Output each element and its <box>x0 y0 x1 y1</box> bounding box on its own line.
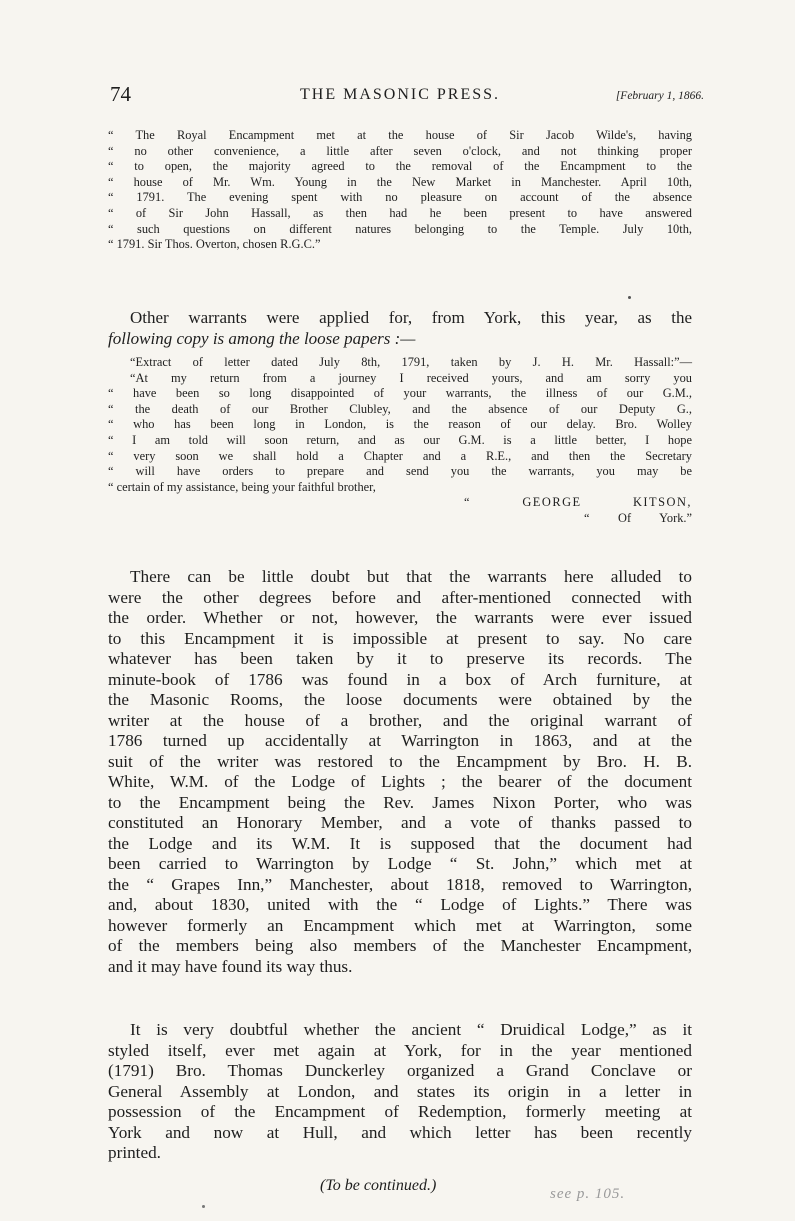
stray-mark <box>628 296 631 299</box>
quote-line: “ no other convenience, a little after seven o'clock, and not thinking proper <box>108 143 692 158</box>
signature-place: “ Of York.” <box>584 510 692 525</box>
text-line: to the Encampment being the Rev. James Nixon Porter, who was <box>108 792 692 812</box>
text-line: of the members being also members of the Manchester Encampment, <box>108 936 692 955</box>
letter-line: “ who has been long in London, is the reason of our delay. Bro. Wolley <box>108 417 692 432</box>
text-line: the Masonic Rooms, the loose documents were obtained by the <box>108 690 692 709</box>
quote-line: “ 1791. The evening spent with no pleasure on account of the absence <box>108 190 692 205</box>
text-line: constituted an Honorary Member, and a vote of thanks passed to <box>108 813 692 832</box>
text-line: minute-book of 1786 was found in a box of Arch furniture, at <box>108 669 692 689</box>
letter-line: “ I am told will soon return, and as our G.M. is a little better, I hope <box>108 432 692 447</box>
letter-line: “At my return from a journey I received yours, and am sorry you <box>130 370 692 385</box>
paragraph-doubt <box>108 567 692 977</box>
text-line: York and now at Hull, and which letter has been recently <box>108 1122 692 1142</box>
text-line: It is very doubtful whether the ancient “ Druidical Lodge,” as it <box>130 1020 692 1039</box>
text-line: following copy is among the loose papers :— <box>108 329 416 349</box>
text-line: There can be little doubt but that the warrants here alluded to <box>130 567 692 586</box>
to-be-continued: (To be continued.) <box>320 1177 437 1194</box>
text-line: possession of the Encampment of Redemption, formerly meeting at <box>108 1102 692 1121</box>
text-line: the “ Grapes Inn,” Manchester, about 1818, removed to Warrington, <box>108 874 692 894</box>
text-line: however formerly an Encampment which met at Warrington, some <box>108 915 692 935</box>
text-line: and it may have found its way thus. <box>108 956 353 976</box>
quote-line: “ of Sir John Hassall, as then had he been present to have answered <box>108 205 692 220</box>
page-number: 74 <box>110 82 131 106</box>
quote-line: “ 1791. Sir Thos. Overton, chosen R.G.C.” <box>108 237 321 252</box>
text-line: writer at the house of a brother, and the original warrant of <box>108 710 692 730</box>
letter-extract <box>108 355 692 527</box>
page-header <box>110 82 704 112</box>
pencil-annotation: see p. 105. <box>550 1186 626 1202</box>
text-line: General Assembly at London, and states its origin in a letter in <box>108 1081 692 1101</box>
text-line: whatever has been taken by it to preserve its records. The <box>108 649 692 668</box>
letter-line: “ have been so long disappointed of your warrants, the illness of our G.M., <box>108 386 692 401</box>
text-line: suit of the writer was restored to the Encampment by Bro. H. B. <box>108 751 692 771</box>
text-line: were the other degrees before and after-mentioned connected with <box>108 587 692 607</box>
text-line: 1786 turned up accidentally at Warrington in 1863, and at the <box>108 731 692 750</box>
quote-line: “ The Royal Encampment met at the house of Sir Jacob Wilde's, having <box>108 128 692 142</box>
text-line: the order. Whether or not, however, the warrants were ever issued <box>108 608 692 627</box>
paragraph-druidical <box>108 1020 692 1164</box>
text-line: and, about 1830, united with the “ Lodge of Lights.” There was <box>108 895 692 914</box>
text-line: (1791) Bro. Thomas Dunckerley organized a Grand Conclave or <box>108 1061 692 1080</box>
running-title: THE MASONIC PRESS. <box>299 86 501 103</box>
quote-minutes <box>108 128 692 253</box>
text-line: printed. <box>108 1143 161 1162</box>
letter-line: “ very soon we shall hold a Chapter and a R.E., and then the Secretary <box>108 448 692 463</box>
text-line: Other warrants were applied for, from York, this year, as the <box>130 308 692 327</box>
issue-date: [February 1, 1866. <box>615 90 704 102</box>
signature-name: “ GEORGE KITSON, <box>464 495 692 510</box>
letter-line: “ will have orders to prepare and send you the warrants, you may be <box>108 464 692 479</box>
paragraph-warrants <box>108 307 692 350</box>
letter-line: “ the death of our Brother Clubley, and the absence of our Deputy G., <box>108 401 692 416</box>
text-line: White, W.M. of the Lodge of Lights ; the bearer of the document <box>108 772 692 791</box>
letter-line: “Extract of letter dated July 8th, 1791, taken by J. H. Mr. Hassall:”— <box>130 355 692 369</box>
quote-line: “ to open, the majority agreed to the removal of the Encampment to the <box>108 159 692 174</box>
quote-line: “ house of Mr. Wm. Young in the New Market in Manchester. April 10th, <box>108 174 692 189</box>
stray-mark <box>202 1205 205 1208</box>
text-line: to this Encampment it is impossible at present to say. No care <box>108 628 692 648</box>
quote-line: “ such questions on different natures belonging to the Temple. July 10th, <box>108 221 692 236</box>
text-line: styled itself, ever met again at York, for in the year mentioned <box>108 1040 692 1060</box>
text-line: been carried to Warrington by Lodge “ St. John,” which met at <box>108 854 692 873</box>
letter-line: “ certain of my assistance, being your faithful brother, <box>108 479 376 494</box>
text-line: the Lodge and its W.M. It is supposed that the document had <box>108 833 692 853</box>
